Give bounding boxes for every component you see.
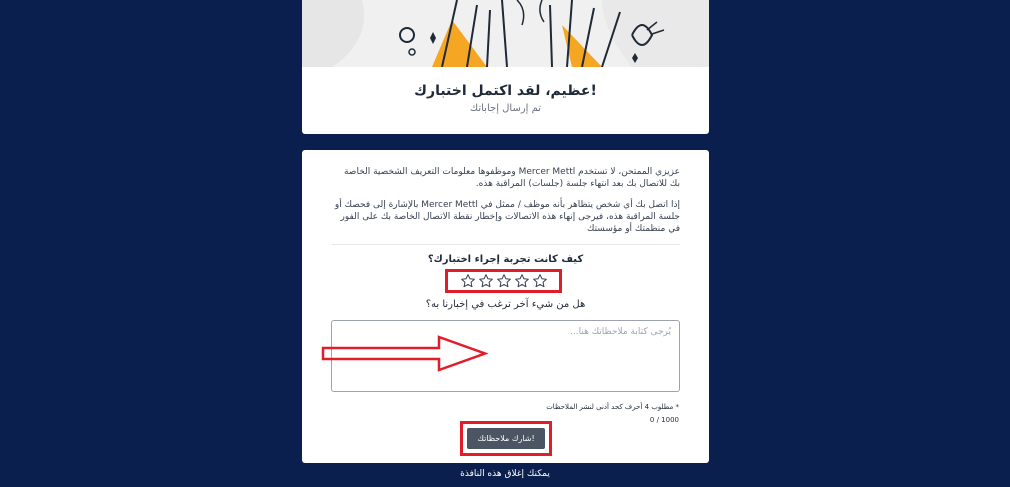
star-icon[interactable]	[496, 273, 512, 289]
completion-title: عظيم، لقد اكتمل اختبارك!	[414, 83, 597, 99]
completion-card	[302, 0, 709, 134]
share-feedback-button[interactable]: شارك ملاحظاتك!	[467, 428, 545, 449]
privacy-notice-paragraph: عزيزي الممتحن، لا تستخدم Mercer Mettl وموظفوها معلومات التعريف الشخصية الخاصة بك للاتصال بك بعد انتهاء جلسة (جلسات) المراقبة هذه.	[343, 167, 680, 189]
impersonation-warning-paragraph: إذا اتصل بك أي شخص يتظاهر بأنه موظف / ممثل في Mercer Mettl بالإشارة إلى فحصك أو جلسة المراقبة هذه، فيرجى إنهاء هذه الاتصالات وإخطار نقطة الاتصال الخاصة بك على الفور في منظمتك أو مؤسستك	[334, 200, 680, 234]
star-icon[interactable]	[478, 273, 494, 289]
star-icon[interactable]	[532, 273, 548, 289]
min-chars-note: * مطلوب 4 أحرف كحد أدنى لنشر الملاحظات	[546, 403, 679, 411]
char-counter: 0 / 1000	[649, 416, 679, 424]
celebration-illustration	[302, 0, 709, 67]
star-icon[interactable]	[460, 273, 476, 289]
star-icon[interactable]	[514, 273, 530, 289]
red-arrow-annotation	[321, 335, 489, 372]
rating-question: كيف كانت تجربة إجراء اختبارك؟	[427, 254, 584, 265]
divider	[332, 244, 680, 245]
completion-subtitle: تم إرسال إجاباتك	[469, 103, 542, 114]
star-rating	[445, 269, 562, 293]
close-window-text: يمكنك إغلاق هذه النافذة	[460, 469, 550, 479]
comment-question: هل من شيء آخر ترغب في إخبارنا به؟	[425, 299, 586, 310]
feedback-card	[302, 150, 709, 463]
